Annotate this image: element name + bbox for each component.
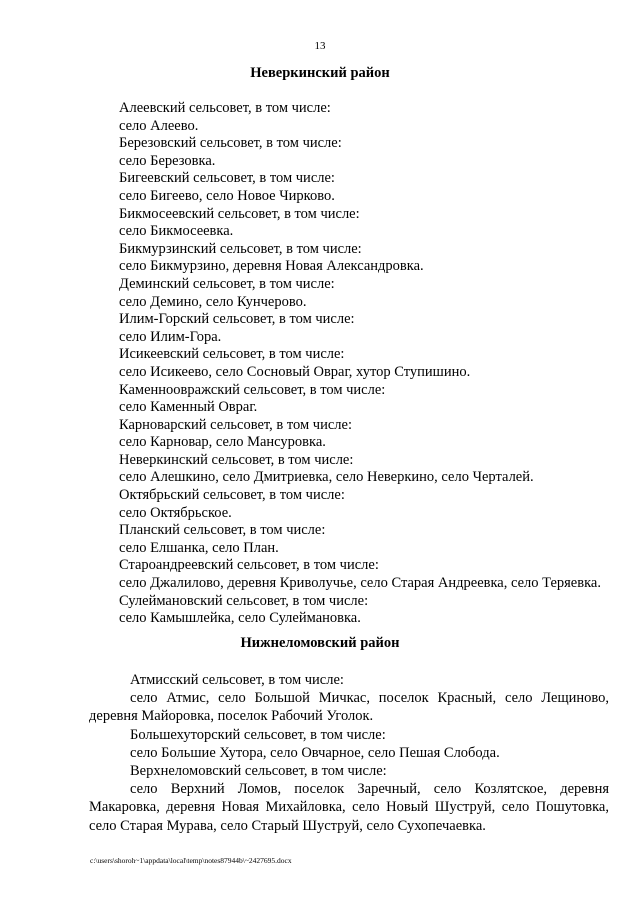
list-item: Планский сельсовет, в том числе: (119, 522, 326, 539)
list-item: Бикмосеевский сельсовет, в том числе: (119, 205, 360, 222)
list-item: село Карновар, село Мансуровка. (119, 434, 326, 451)
council-places: село Большие Хутора, село Овчарное, село Пешая Слобода. (130, 744, 500, 761)
list-item: село Алешкино, село Дмитриевка, село Неверкино, село Черталей. (119, 469, 534, 486)
council-places: село Атмис, село Большой Мичкас, поселок Красный, село Лещиново, деревня Майоровка, поселок Рабочий Уголок. (89, 690, 609, 725)
list-item: Деминский сельсовет, в том числе: (119, 275, 335, 292)
list-item: Бикмурзинский сельсовет, в том числе: (119, 240, 362, 257)
council-name: Большехуторский сельсовет, в том числе: (130, 726, 386, 743)
council-places: село Верхний Ломов, поселок Заречный, село Козлятское, деревня Макаровка, деревня Новая Михайловка, село Новый Шуструй, село Пошутовка, село Старая Мурава, село Старый Шуструй, село Сухопечаевка. (89, 781, 609, 834)
list-item: Бигеевский сельсовет, в том числе: (119, 170, 335, 187)
list-item: Неверкинский сельсовет, в том числе: (119, 451, 354, 468)
list-item: Староандреевский сельсовет, в том числе: (119, 557, 379, 574)
footer-file-path: c:\users\shoroh~1\appdata\local\temp\notes87944b\~2427695.docx (90, 856, 292, 865)
list-item: Алеевский сельсовет, в том числе: (119, 100, 331, 116)
list-item: село Октябрьское. (119, 504, 232, 521)
list-item: село Бикмурзино, деревня Новая Александровка. (119, 258, 424, 275)
section-title-neverkinsky: Неверкинский район (250, 65, 390, 81)
list-item: Октябрьский сельсовет, в том числе: (119, 487, 345, 504)
list-item: Сулеймановский сельсовет, в том числе: (119, 592, 369, 609)
list-item: село Камышлейка, село Сулеймановка. (119, 610, 361, 627)
page-number: 13 (314, 40, 326, 52)
list-item: Илим-Горский сельсовет, в том числе: (119, 311, 355, 328)
list-item: село Илим-Гора. (119, 328, 222, 345)
list-item: село Бикмосеевка. (119, 223, 234, 240)
list-item: село Березовка. (119, 152, 216, 169)
settlement-list-neverkinsky (119, 100, 599, 628)
list-item: село Каменный Овраг. (119, 399, 258, 416)
list-item: Карноварский сельсовет, в том числе: (119, 416, 352, 433)
list-item: село Алеево. (119, 117, 199, 134)
settlement-list-nizhnelomovsky (89, 671, 609, 835)
council-name: Атмисский сельсовет, в том числе: (130, 672, 344, 688)
list-item: Березовский сельсовет, в том числе: (119, 135, 342, 152)
list-item: село Исикеево, село Сосновый Овраг, хутор Ступишино. (119, 363, 471, 380)
list-item: Исикеевский сельсовет, в том числе: (119, 346, 345, 363)
council-name: Верхнеломовский сельсовет, в том числе: (130, 763, 387, 780)
list-item: село Бигеево, село Новое Чирково. (119, 187, 335, 204)
list-item: село Елшанка, село План. (119, 539, 279, 556)
section-title-nizhnelomovsky: Нижнеломовский район (240, 635, 400, 651)
list-item: Каменноовражский сельсовет, в том числе: (119, 381, 386, 398)
list-item: село Джалилово, деревня Криволучье, село Старая Андреевка, село Теряевка. (119, 575, 601, 592)
list-item: село Демино, село Кунчерово. (119, 293, 307, 310)
